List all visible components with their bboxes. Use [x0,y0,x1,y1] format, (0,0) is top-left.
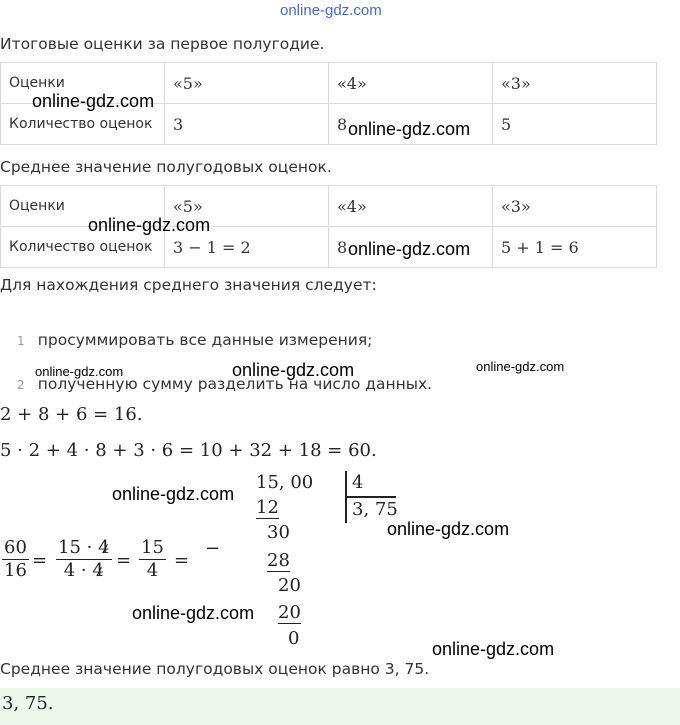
equals-sign: = [32,550,48,571]
table-cell: «5» [165,186,329,227]
table-cell: Количество оценок [1,227,165,268]
table-cell: «5» [165,63,329,104]
table-cell: Количество оценок [1,104,165,145]
equals-sign: = [116,550,132,571]
table-cell: «4» [329,186,493,227]
equation-sum: 2 + 8 + 6 = 16. [0,404,143,425]
watermark: online-gdz.com [387,519,510,539]
division-step: 30 [267,522,290,543]
numerator: 60 [4,537,27,558]
watermark: online-gdz.com [35,364,124,379]
division-step: 20 [278,575,301,596]
division-minus-sign: − [205,538,221,559]
step-text: просуммировать все данные измерения; [37,331,373,349]
table-cell: Оценки [1,63,165,104]
answer-value: 3, 75. [2,693,54,714]
step-number: 1 [17,334,25,348]
division-remainder: 0 [288,628,300,649]
division-step: 20 [278,602,301,623]
table-cell: «3» [493,186,657,227]
table-cell: «3» [493,63,657,104]
division-step: 28 [267,550,290,571]
table-cell: 8 [329,227,493,268]
watermark: online-gdz.com [476,359,565,374]
watermark: online-gdz.com [348,119,471,139]
step-text: полученную сумму разделить на число данных. [37,375,433,393]
steps-intro: Для нахождения среднего значения следует: [0,276,377,294]
fraction-60-16 [2,537,29,582]
division-dividend: 15, 00 [256,472,314,493]
watermark: online-gdz.com [232,360,355,380]
equals-sign: = [174,550,190,571]
watermark-top: online-gdz.com [280,2,382,19]
table-cell: «4» [329,63,493,104]
watermark: online-gdz.com [32,91,155,111]
watermark: online-gdz.com [88,215,211,235]
step-number: 2 [17,378,25,392]
denominator: 4 [146,560,159,581]
answer-box [0,688,680,725]
watermark: online-gdz.com [432,639,555,659]
conclusion-text: Среднее значение полугодовых оценок равно 3, 75. [0,660,430,678]
division-quotient: 3, 75 [352,499,398,520]
table-cell: Оценки [1,186,165,227]
fraction-15-4 [139,537,166,582]
table-cell: 3 − 1 = 2 [165,227,329,268]
watermark: online-gdz.com [112,484,235,504]
numerator: 15 · 4 [58,537,110,558]
denominator: 16 [4,560,27,581]
watermark: online-gdz.com [348,239,471,259]
step-item [17,330,372,349]
table-cell: 5 + 1 = 6 [493,227,657,268]
section1-title: Итоговые оценки за первое полугодие. [0,35,325,53]
table-cell: 8 [329,104,493,145]
denominator: 4 · 4 [63,560,104,581]
table-cell: 3 [165,104,329,145]
numerator: 15 [141,537,164,558]
fraction-reduced [56,537,112,582]
section2-title: Среднее значение полугодовых оценок. [0,158,332,176]
table-cell: 5 [493,104,657,145]
watermark: online-gdz.com [132,603,255,623]
equation-weighted-sum: 5 · 2 + 4 · 8 + 3 · 6 = 10 + 32 + 18 = 60. [0,440,377,461]
division-bar-horizontal [346,496,396,498]
division-step: 12 [256,497,279,518]
division-divisor: 4 [352,472,364,493]
